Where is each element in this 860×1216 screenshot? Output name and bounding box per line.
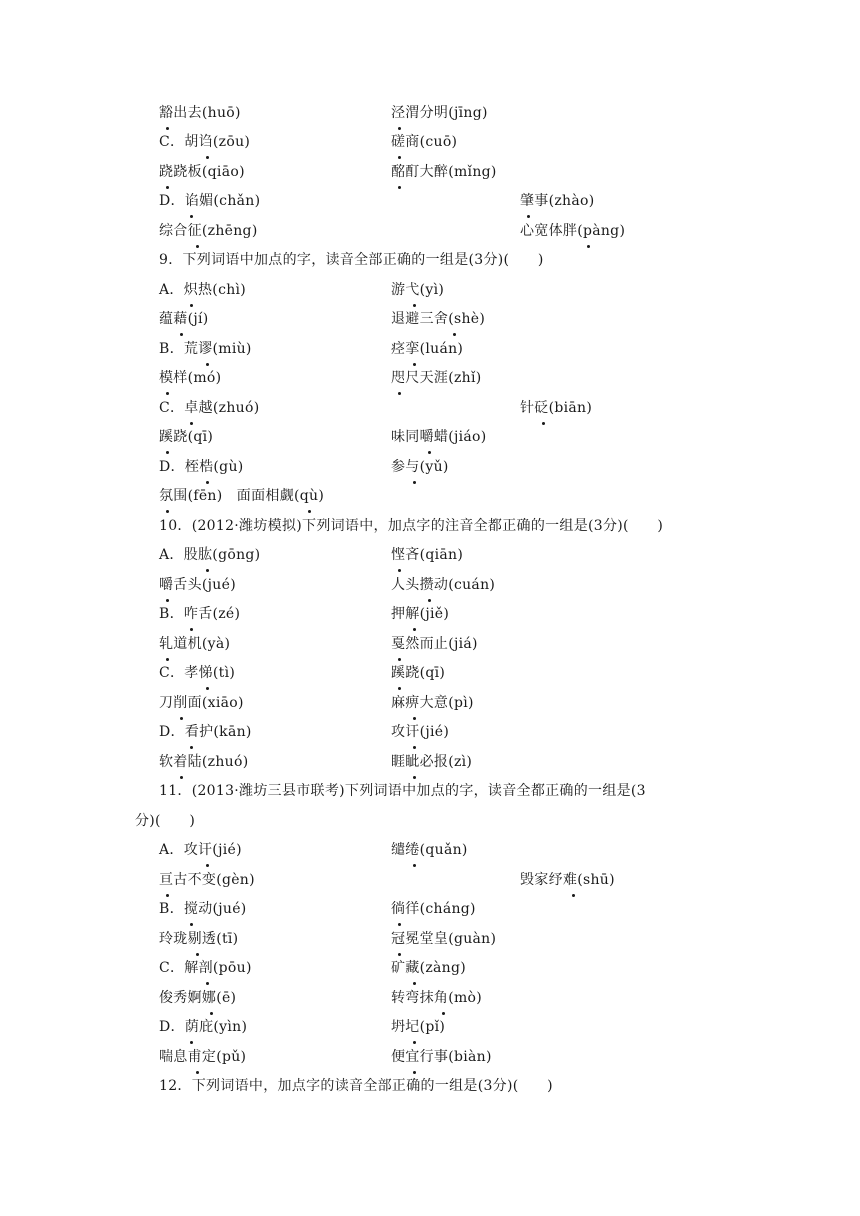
word-entry: 矿藏(zàng) (391, 960, 467, 976)
text-line (0, 722, 860, 751)
option-b: B．咋舌(zé) (159, 606, 241, 622)
text-line (0, 1017, 860, 1046)
word-entry: 豁出去(huō) (159, 105, 241, 121)
word-entry: 戛然而止(jiá) (391, 636, 478, 652)
text-line (0, 191, 860, 220)
text-line (0, 899, 860, 928)
word-entry: 徜徉(cháng) (391, 901, 476, 917)
question-text: 分)( ) (135, 813, 196, 829)
emphasis-dot (453, 333, 456, 336)
word-entry: 磋商(cuō) (391, 134, 458, 150)
emphasis-dot (413, 746, 416, 749)
emphasis-dot (190, 422, 193, 425)
emphasis-dot (196, 245, 199, 248)
word-entry: 转弯抹角(mò) (391, 990, 483, 1006)
text-line (0, 604, 860, 633)
text-line (0, 634, 860, 663)
emphasis-dot (398, 186, 401, 189)
word-entry: 跷跷板(qiāo) (159, 164, 245, 180)
option-c: C．胡诌(zōu) (159, 134, 251, 150)
option-d: D．看护(kān) (159, 724, 252, 740)
emphasis-dot (572, 894, 575, 897)
emphasis-dot (413, 1041, 416, 1044)
word-entry: 刀削面(xiāo) (159, 695, 244, 711)
word-entry: 俊秀婀娜(ē) (159, 990, 237, 1006)
emphasis-dot (206, 982, 209, 985)
emphasis-dot (190, 628, 193, 631)
emphasis-dot (413, 864, 416, 867)
option-b: B．搅动(jué) (159, 901, 247, 917)
emphasis-dot (206, 687, 209, 690)
text-line (0, 309, 860, 338)
option-a: A．炽热(chì) (159, 282, 247, 298)
emphasis-dot (428, 451, 431, 454)
text-line (0, 752, 860, 781)
text-line (0, 486, 860, 515)
emphasis-dot (413, 304, 416, 307)
text-line (0, 693, 860, 722)
word-entry: 押解(jiě) (391, 606, 450, 622)
emphasis-dot (413, 628, 416, 631)
emphasis-dot (166, 186, 169, 189)
emphasis-dot (166, 599, 169, 602)
emphasis-dot (398, 127, 401, 130)
word-entry: 退避三舍(shè) (391, 311, 486, 327)
word-entry: 针砭(biān) (520, 400, 593, 416)
text-line (0, 398, 860, 427)
emphasis-dot (210, 1012, 213, 1015)
text-line (0, 339, 860, 368)
word-entry: 便宜行事(biàn) (391, 1049, 492, 1065)
emphasis-dot (398, 923, 401, 926)
emphasis-dot (442, 1012, 445, 1015)
option-d: D．桎梏(gù) (159, 459, 244, 475)
emphasis-dot (398, 569, 401, 572)
word-entry: 缱绻(quǎn) (391, 842, 468, 858)
text-line (0, 103, 860, 132)
emphasis-dot (206, 363, 209, 366)
word-entry: 麻痹大意(pì) (391, 695, 474, 711)
word-entry: 蕴藉(jí) (159, 311, 209, 327)
emphasis-dot (428, 599, 431, 602)
word-entry: 攻讦(jié) (391, 724, 450, 740)
emphasis-dot (398, 156, 401, 159)
text-line (0, 575, 860, 604)
question-text: 12．下列词语中，加点字的读音全部正确的一组是(3分)( ) (159, 1078, 553, 1094)
text-line (0, 132, 860, 161)
emphasis-dot (206, 481, 209, 484)
option-c: C．卓越(zhuó) (159, 400, 260, 416)
emphasis-dot (180, 717, 183, 720)
word-entry: 睚眦必报(zì) (391, 754, 473, 770)
word-entry: 亘古不变(gèn) (159, 872, 255, 888)
word-entry: 味同嚼蜡(jiáo) (391, 429, 487, 445)
emphasis-dot (398, 953, 401, 956)
text-line (0, 929, 860, 958)
emphasis-dot (166, 451, 169, 454)
emphasis-dot (413, 481, 416, 484)
text-line (0, 427, 860, 456)
emphasis-dot (413, 1071, 416, 1074)
emphasis-dot (206, 569, 209, 572)
word-entry: 坍圮(pǐ) (391, 1019, 446, 1035)
emphasis-dot (206, 156, 209, 159)
word-entry: 冠冕堂皇(guàn) (391, 931, 497, 947)
emphasis-dot (190, 746, 193, 749)
text-line (0, 663, 860, 692)
question-11-stem-continued (0, 811, 860, 840)
word-entry: 人头攒动(cuán) (391, 577, 496, 593)
emphasis-dot (527, 215, 530, 218)
word-entry: 咫尺天涯(zhǐ) (391, 370, 482, 386)
emphasis-dot (413, 717, 416, 720)
emphasis-dot (587, 245, 590, 248)
emphasis-dot (190, 304, 193, 307)
option-a: A．攻讦(jié) (159, 842, 242, 858)
emphasis-dot (180, 333, 183, 336)
option-b: B．荒谬(miù) (159, 341, 252, 357)
emphasis-dot (206, 864, 209, 867)
text-line (0, 870, 860, 899)
word-entry: 毁家纾难(shū) (520, 872, 615, 888)
emphasis-dot (180, 776, 183, 779)
word-entry: 悭吝(qiān) (391, 547, 464, 563)
emphasis-dot (398, 687, 401, 690)
word-entry: 轧道机(yà) (159, 636, 231, 652)
text-line (0, 221, 860, 250)
word-entry: 蹊跷(qī) (159, 429, 214, 445)
emphasis-dot (398, 658, 401, 661)
word-entry: 氛围(fēn) 面面相觑(qù) (159, 488, 325, 504)
emphasis-dot (308, 510, 311, 513)
text-line (0, 280, 860, 309)
emphasis-dot (166, 392, 169, 395)
text-line (0, 162, 860, 191)
emphasis-dot (166, 127, 169, 130)
word-entry: 泾渭分明(jīng) (391, 105, 488, 121)
text-line (0, 457, 860, 486)
question-text: 11．(2013·潍坊三县市联考)下列词语中加点的字，读音全都正确的一组是(3 (159, 783, 646, 799)
word-entry: 蹊跷(qī) (391, 665, 446, 681)
question-text: 9．下列词语中加点的字，读音全部正确的一组是(3分)( ) (159, 252, 544, 268)
emphasis-dot (166, 894, 169, 897)
word-entry: 酩酊大醉(mǐng) (391, 164, 497, 180)
emphasis-dot (413, 363, 416, 366)
emphasis-dot (413, 982, 416, 985)
text-line (0, 1047, 860, 1076)
question-11-stem (0, 781, 860, 810)
option-c: C．解剖(pōu) (159, 960, 252, 976)
emphasis-dot (398, 392, 401, 395)
emphasis-dot (413, 776, 416, 779)
word-entry: 心宽体胖(pàng) (520, 223, 626, 239)
word-entry: 模样(mó) (159, 370, 222, 386)
emphasis-dot (190, 1041, 193, 1044)
word-entry: 参与(yǔ) (391, 459, 449, 475)
word-entry: 喘息甫定(pǔ) (159, 1049, 247, 1065)
question-text: 10．(2012·潍坊模拟)下列词语中，加点字的注音全都正确的一组是(3分)( ) (159, 518, 664, 534)
text-line (0, 545, 860, 574)
word-entry: 嚼舌头(jué) (159, 577, 236, 593)
emphasis-dot (196, 953, 199, 956)
word-entry: 游弋(yì) (391, 282, 445, 298)
option-d: D．谄媚(chǎn) (159, 193, 261, 209)
word-entry: 玲珑剔透(tī) (159, 931, 239, 947)
question-10-stem (0, 516, 860, 545)
emphasis-dot (190, 923, 193, 926)
option-d: D．荫庇(yìn) (159, 1019, 248, 1035)
emphasis-dot (166, 510, 169, 513)
emphasis-dot (166, 658, 169, 661)
emphasis-dot (190, 215, 193, 218)
text-line (0, 958, 860, 987)
word-entry: 肇事(zhào) (520, 193, 595, 209)
word-entry: 软着陆(zhuó) (159, 754, 249, 770)
text-line (0, 840, 860, 869)
word-entry: 综合征(zhēng) (159, 223, 258, 239)
question-12-stem (0, 1076, 860, 1105)
text-line (0, 368, 860, 397)
emphasis-dot (542, 422, 545, 425)
emphasis-dot (196, 1071, 199, 1074)
question-9-stem (0, 250, 860, 279)
option-a: A．股肱(gōng) (159, 547, 261, 563)
text-line (0, 988, 860, 1017)
option-c: C．孝悌(tì) (159, 665, 236, 681)
word-entry: 痉挛(luán) (391, 341, 464, 357)
